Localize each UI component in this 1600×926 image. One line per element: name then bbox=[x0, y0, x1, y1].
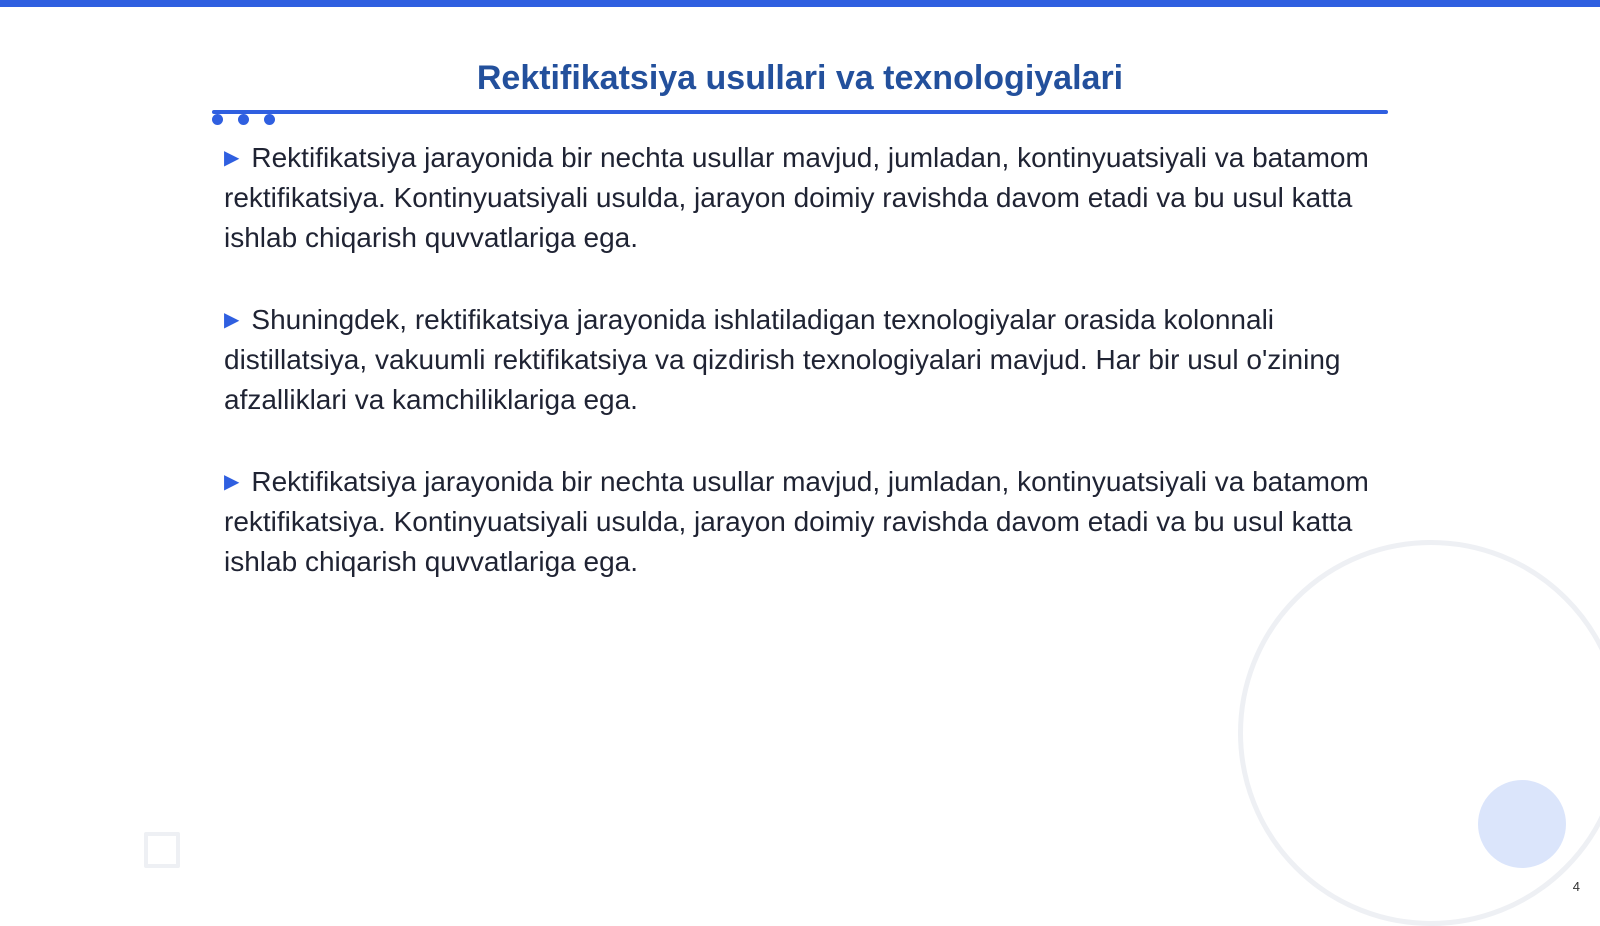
bullet-item bbox=[224, 300, 1384, 420]
decorative-circle bbox=[1478, 780, 1566, 868]
top-accent-bar bbox=[0, 0, 1600, 7]
triangle-right-icon: ▶ bbox=[224, 309, 240, 331]
title-underline bbox=[212, 110, 1388, 114]
bullet-text: Shuningdek, rektifikatsiya jarayonida ishlatiladigan texnologiyalar orasida kolonnali distillatsiya, vakuumli rektifikatsiya va qizdirish texnologiyalari mavjud. Har bir usul o'zining afzalliklari va kamchiliklariga ega. bbox=[224, 304, 1341, 415]
bullet-list bbox=[224, 138, 1384, 624]
bullet-item bbox=[224, 462, 1384, 582]
triangle-right-icon: ▶ bbox=[224, 471, 240, 493]
decorative-dot bbox=[264, 114, 275, 125]
triangle-right-icon: ▶ bbox=[224, 147, 240, 169]
decorative-ring bbox=[1238, 540, 1600, 926]
bullet-text: Rektifikatsiya jarayonida bir nechta usullar mavjud, jumladan, kontinyuatsiyali va batamom rektifikatsiya. Kontinyuatsiyali usulda, jarayon doimiy ravishda davom etadi va bu usul katta ishlab chiqarish quvvatlariga ega. bbox=[224, 466, 1369, 577]
decorative-dots bbox=[212, 114, 292, 126]
decorative-square bbox=[144, 832, 180, 868]
decorative-dot bbox=[212, 114, 223, 125]
bullet-item bbox=[224, 138, 1384, 258]
page-number: 4 bbox=[1572, 879, 1580, 894]
bullet-text: Rektifikatsiya jarayonida bir nechta usullar mavjud, jumladan, kontinyuatsiyali va batamom rektifikatsiya. Kontinyuatsiyali usulda, jarayon doimiy ravishda davom etadi va bu usul katta ishlab chiqarish quvvatlariga ega. bbox=[224, 142, 1369, 253]
slide-title: Rektifikatsiya usullari va texnologiyalari bbox=[476, 59, 1124, 97]
decorative-dot bbox=[238, 114, 249, 125]
